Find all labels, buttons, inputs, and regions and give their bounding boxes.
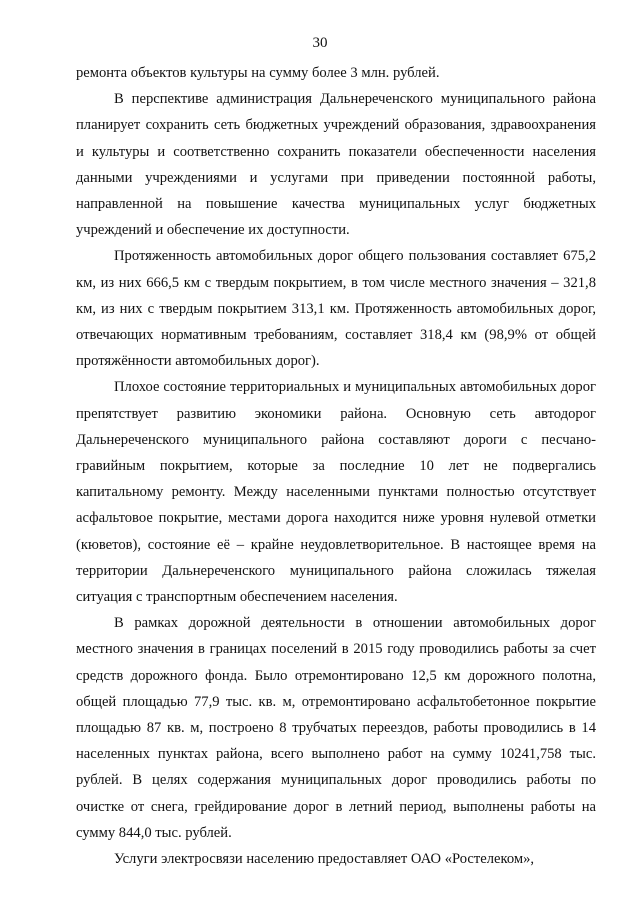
paragraph-budget-institutions: В перспективе администрация Дальнереченского муниципального района планирует сохранить сеть бюджетных учреждений образования, здравоохранения и культуры и соответственно сохранить показатели обеспеченности населения данными учреждениями и услугами при приведении постоянной работы, направленной на повышение качества муниципальных услуг бюджетных учреждений и обеспечение их доступности. — [76, 91, 596, 239]
document-body — [76, 60, 596, 872]
page-number: 30 — [312, 35, 328, 51]
paragraph-road-works-2015: В рамках дорожной деятельности в отношении автомобильных дорог местного значения в границах поселений в 2015 году проводились работы за счет средств дорожного фонда. Было отремонтировано 12,5 км дорожного полотна, общей площадью 77,9 тыс. кв. м, отремонтировано асфальтобетонное покрытие площадью 87 кв. м, построено 8 трубчатых переездов, работы проводились в 14 населенных пунктах района, всего выполнено работ на сумму 10241,758 тыс. рублей. В целях содержания муниципальных дорог проводились работы по очистке от снега, грейдирование дорог в летний период, выполнены работы на сумму 844,0 тыс. рублей. — [76, 615, 596, 841]
paragraph-road-length: Протяженность автомобильных дорог общего пользования составляет 675,2 км, из них 666,5 км с твердым покрытием, в том числе местного значения – 321,8 км, из них с твердым покрытием 313,1 км. Протяженность автомобильных дорог, отвечающих нормативным требованиям, составляет 318,4 км (98,9% от общей протяжённости автомобильных дорог). — [76, 248, 596, 370]
paragraph-telecom-services: Услуги электросвязи населению предоставляет ОАО «Ростелеком», — [114, 851, 535, 868]
paragraph-culture-repair-continuation: ремонта объектов культуры на сумму более 3 млн. рублей. — [76, 65, 440, 81]
paragraph-road-condition: Плохое состояние территориальных и муниципальных автомобильных дорог препятствует развитию экономики района. Основную сеть автодорог Дальнереченского муниципального района составляют дороги с песчано-гравийным покрытием, которые за последние 10 лет не подвергались капитальному ремонту. Между населенными пунктами полностью отсутствует асфальтовое покрытие, местами дорога находится ниже уровня нулевой отметки (кюветов), состояние её – крайне неудовлетворительное. В настоящее время на территории Дальнереченского муниципального района сложилась тяжелая ситуация с транспортным обеспечением населения. — [76, 379, 596, 606]
